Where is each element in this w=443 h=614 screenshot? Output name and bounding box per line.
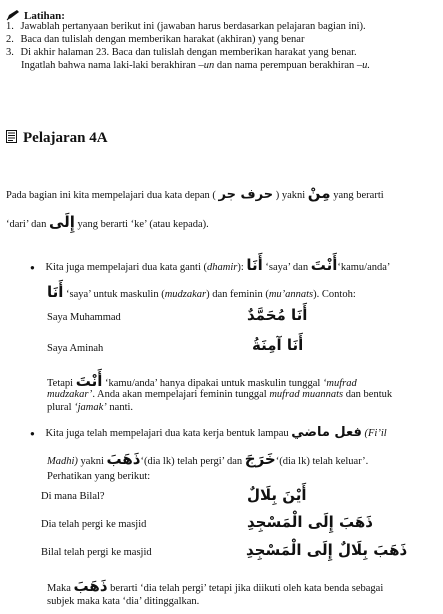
bullet1-line-1 — [30, 256, 390, 274]
text: ‘saya’ untuk maskulin ( — [66, 289, 165, 300]
arabic-term: ذَهَبَ — [106, 450, 141, 468]
item-text-italic: –u. — [356, 60, 370, 71]
example-row — [41, 491, 105, 503]
example-arabic: ذَهَبَ بِلَالٌ إِلَى الْمَسْجِدِ — [246, 541, 408, 559]
example-label: Dia telah pergi ke masjid — [41, 519, 147, 530]
item-text: dan nama perempuan berakhiran — [214, 60, 357, 71]
document-icon — [6, 130, 17, 143]
intro-text: ) yakni — [275, 190, 306, 201]
item-text: Di akhir halaman 23. Baca dan tulislah dengan memberikan harakat yang benar. — [20, 47, 357, 58]
latihan-heading: Latihan: — [24, 10, 65, 22]
item-text: Baca dan tulislah dengan memberikan harakat (akhiran) yang benar — [20, 34, 305, 45]
text-italic: mudzakar’ — [47, 389, 93, 400]
item-number: 1. — [6, 21, 14, 32]
item-number: 2. — [6, 34, 14, 45]
item-number: 3. — [6, 47, 14, 58]
text: berarti ‘dia telah pergi’ tetapi jika diikuti oleh kata benda sebagai — [110, 583, 384, 594]
text: nanti. — [109, 402, 134, 413]
arabic-term: أَنْتَ — [75, 372, 103, 390]
text-italic: Madhi) — [47, 456, 78, 467]
item-text-italic: –un — [198, 60, 215, 71]
arabic-term: فعل ماضي — [291, 425, 362, 440]
latihan-item-2 — [6, 34, 304, 46]
example-arabic: ذَهَبَ إِلَى الْمَسْجِدِ — [247, 513, 373, 531]
text: yakni — [80, 456, 104, 467]
bullet2-line-1 — [30, 425, 387, 441]
bullet1-note-line-2 — [47, 389, 392, 401]
text-italic: mu’annats — [268, 289, 314, 300]
text: ) dan feminin ( — [206, 289, 269, 300]
text: ‘saya’ dan — [265, 262, 309, 273]
text-italic: mudzakar — [164, 289, 207, 300]
text: ‘kamu/anda’ hanya dipakai untuk maskulin tunggal — [105, 378, 321, 389]
text: Perhatikan yang berikut: — [47, 471, 151, 482]
text: . Anda akan mempelajari feminin tunggal — [92, 389, 267, 400]
example-label: Bilal telah pergi ke masjid — [41, 547, 152, 558]
item-text: Jawablah pertanyaan berikut ini (jawaban harus berdasarkan pelajaran bagian ini). — [20, 21, 366, 32]
arabic-term: أَنَا — [246, 256, 263, 274]
example-label: Saya Aminah — [47, 343, 104, 354]
item-text: Ingatlah bahwa nama laki-laki berakhiran — [21, 60, 199, 71]
example-arabic: أَنَا مُحَمَّدٌ — [247, 306, 308, 324]
pen-icon — [6, 9, 20, 21]
example-row — [41, 547, 152, 559]
example-arabic: أَيْنَ بِلَالٌ — [247, 486, 307, 504]
text: Tetapi — [47, 378, 74, 389]
text-italic: dhamir — [207, 262, 238, 273]
arabic-term: ذَهَبَ — [73, 577, 108, 595]
text-italic: (Fi’il — [364, 428, 387, 439]
bullet2-end-line-1 — [47, 577, 383, 595]
intro-text: ‘dari’ dan — [6, 219, 47, 230]
text-italic: ‘mufrad — [322, 378, 357, 389]
latihan-item-3 — [6, 47, 357, 59]
intro-text: yang berarti — [333, 190, 384, 201]
example-row — [47, 343, 103, 355]
text: ): — [237, 262, 244, 273]
text: ‘kamu/anda’ — [337, 262, 391, 273]
intro-text: Pada bagian ini kita mempelajari dua kata depan ( — [6, 190, 216, 201]
bullet-icon: ● — [30, 263, 35, 272]
text: plural — [47, 402, 72, 413]
text: ). Contoh: — [313, 289, 356, 300]
bullet-icon: ● — [30, 429, 35, 438]
example-row — [41, 519, 146, 531]
bullet2-line-2 — [47, 450, 368, 468]
intro-text: yang berarti ‘ke’ (atau kepada). — [77, 219, 209, 230]
text: Maka — [47, 583, 71, 594]
arabic-term: أَنَا — [47, 283, 64, 301]
bullet1-note-line-3 — [47, 402, 133, 414]
text: Kita juga mempelajari dua kata ganti ( — [45, 262, 207, 273]
section-title-row — [6, 129, 108, 147]
latihan-item-3-line2 — [21, 60, 370, 72]
example-arabic: أَنَا آمِنَةُ — [252, 336, 304, 354]
text: dan bentuk — [345, 389, 393, 400]
arabic-term: أَنْتَ — [310, 256, 338, 274]
bullet1-note-line-1 — [47, 372, 357, 390]
arabic-term: إِلَى — [48, 213, 75, 231]
arabic-term: مِنْ — [307, 184, 331, 202]
text-italic: ‘jamak’ — [74, 402, 107, 413]
text: subjek maka kata ‘dia’ ditinggalkan. — [47, 596, 200, 607]
latihan-item-1 — [6, 21, 366, 33]
text: Kita juga telah mempelajari dua kata kerja bentuk lampau — [45, 428, 289, 439]
intro-line-2 — [6, 213, 209, 231]
section-title: Pelajaran 4A — [23, 130, 108, 146]
intro-line-1 — [6, 184, 384, 203]
arabic-term: حرف جر — [218, 187, 274, 202]
example-row — [47, 312, 121, 324]
example-label: Di mana Bilal? — [41, 491, 105, 502]
text-italic: mufrad muannats — [269, 389, 344, 400]
text: ‘(dia lk) telah pergi’ dan — [140, 456, 243, 467]
bullet2-end-line-2 — [47, 596, 199, 608]
example-label: Saya Muhammad — [47, 312, 121, 323]
arabic-term: خَرَجَ — [244, 450, 276, 468]
bullet2-attention — [47, 471, 150, 483]
bullet1-line-2 — [47, 283, 356, 301]
text: ‘(dia lk) telah keluar’. — [275, 456, 369, 467]
